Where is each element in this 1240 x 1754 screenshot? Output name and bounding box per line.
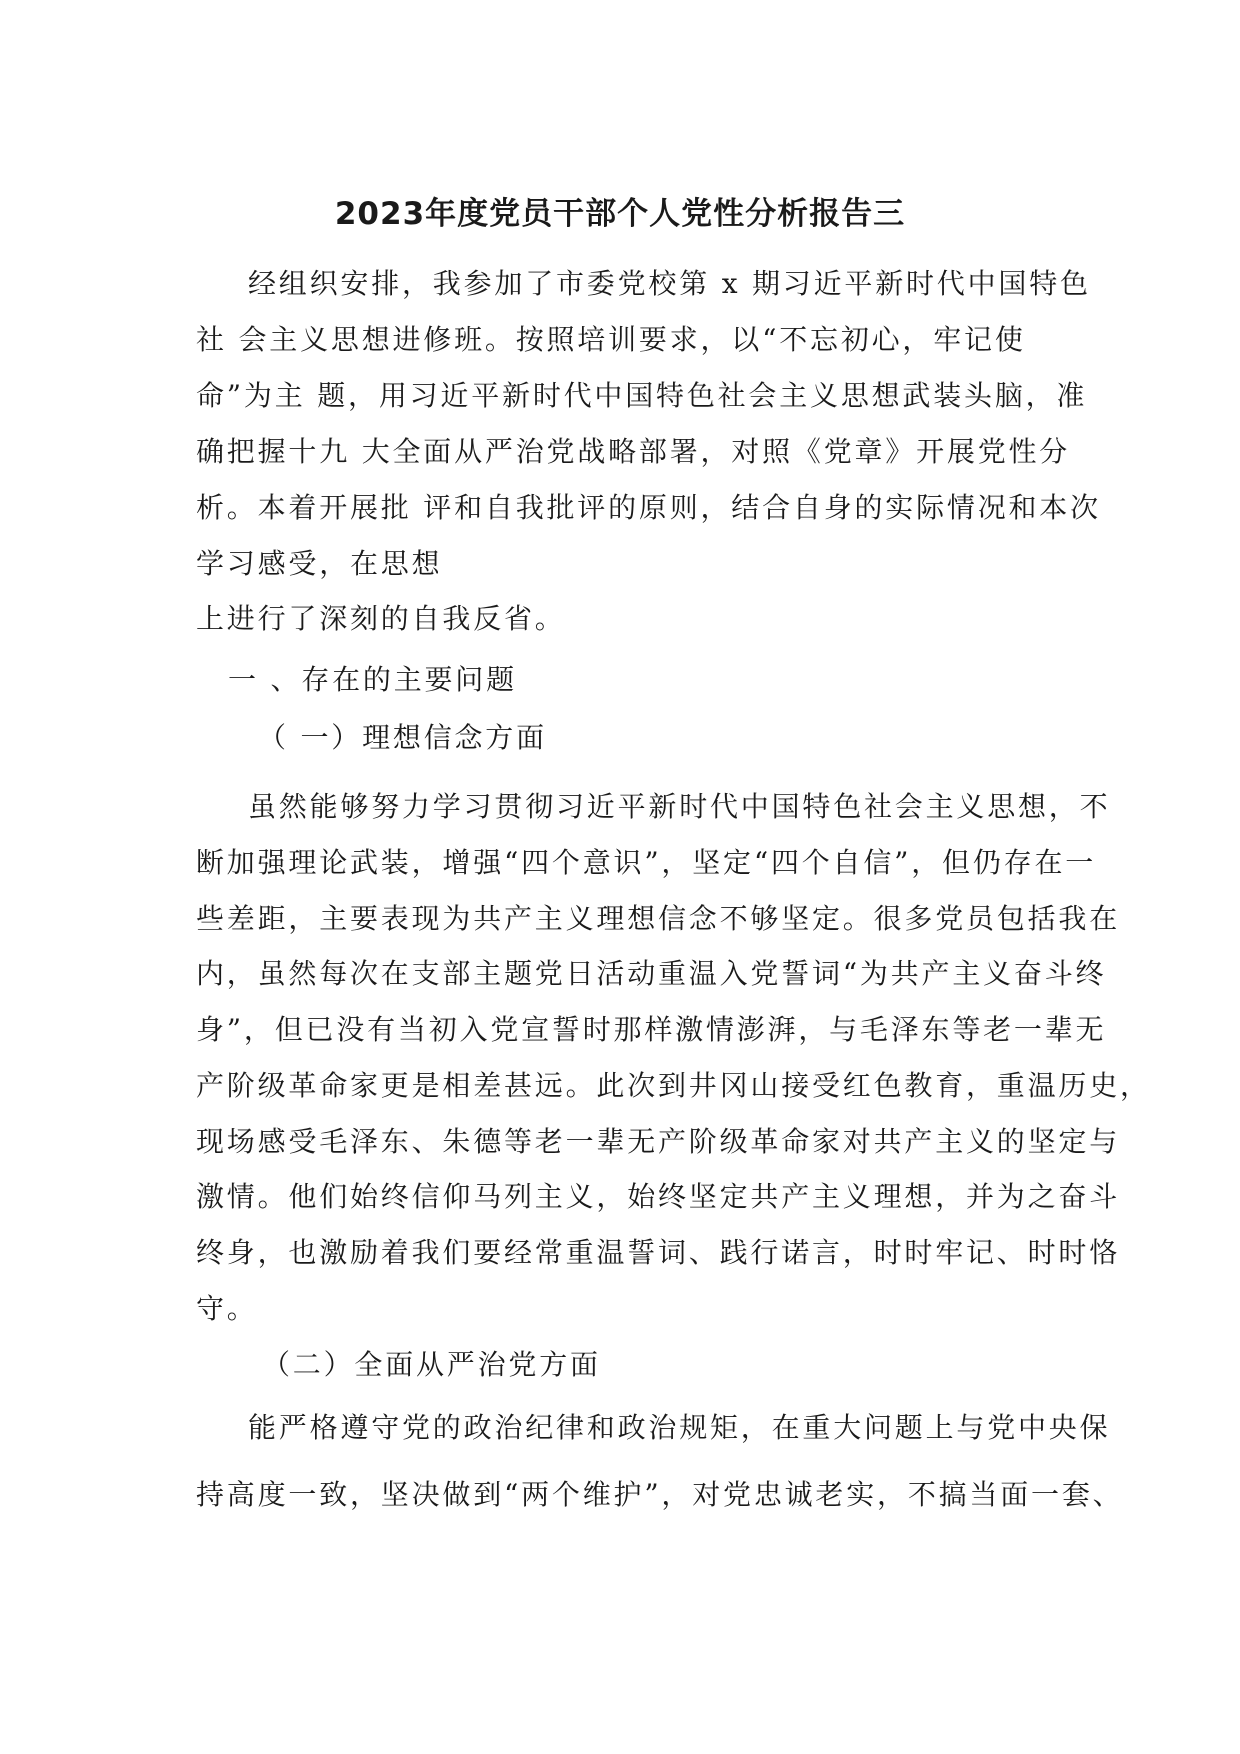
paragraph-line: 内，虽然每次在支部主题党日活动重温入党誓词“为共产主义奋斗终 bbox=[196, 957, 1107, 990]
paragraph-line: 终身，也激励着我们要经常重温誓词、践行诺言，时时牢记、时时恪 bbox=[196, 1236, 1121, 1269]
paragraph-line: 激情。他们始终信仰马列主义，始终坚定共产主义理想，并为之奋斗 bbox=[196, 1180, 1121, 1213]
paragraph-line: 析。本着开展批 评和自我批评的原则，结合自身的实际情况和本次 bbox=[196, 491, 1101, 524]
document-title: 2023年度党员干部个人党性分析报告三 bbox=[334, 196, 906, 232]
paragraph-line: 学习感受，在思想 bbox=[196, 547, 443, 580]
subsection-heading: （ 一）理想信念方面 bbox=[258, 721, 547, 754]
paragraph-line: 身”，但已没有当初入党宣誓时那样激情澎湃，与毛泽东等老一辈无 bbox=[196, 1013, 1107, 1046]
paragraph-line: 上进行了深刻的自我反省。 bbox=[196, 602, 566, 635]
paragraph-line: 些差距，主要表现为共产主义理想信念不够坚定。很多党员包括我在 bbox=[196, 902, 1121, 935]
subsection-heading: （二）全面从严治党方面 bbox=[262, 1348, 601, 1381]
paragraph-line: 断加强理论武装，增强“四个意识”，坚定“四个自信”，但仍存在一 bbox=[196, 846, 1097, 879]
paragraph-line: 产阶级革命家更是相差甚远。此次到井冈山接受红色教育，重温历史， bbox=[196, 1069, 1151, 1102]
paragraph-line: 持高度一致，坚决做到“两个维护”，对党忠诚老实，不搞当面一套、 bbox=[196, 1478, 1124, 1511]
paragraph-line: 经组织安排，我参加了市委党校第 x 期习近平新时代中国特色 bbox=[248, 267, 1091, 300]
paragraph-line: 虽然能够努力学习贯彻习近平新时代中国特色社会主义思想，不 bbox=[248, 790, 1111, 823]
paragraph-line: 现场感受毛泽东、朱德等老一辈无产阶级革命家对共产主义的坚定与 bbox=[196, 1125, 1121, 1158]
section-heading: 一 、存在的主要问题 bbox=[228, 663, 517, 696]
paragraph-line: 社 会主义思想进修班。按照培训要求，以“不忘初心，牢记使 bbox=[196, 323, 1026, 356]
paragraph-line: 命”为主 题，用习近平新时代中国特色社会主义思想武装头脑，准 bbox=[196, 379, 1088, 412]
paragraph-line: 确把握十九 大全面从严治党战略部署，对照《党章》开展党性分 bbox=[196, 435, 1071, 468]
paragraph-line: 守。 bbox=[196, 1292, 258, 1325]
paragraph-line: 能严格遵守党的政治纪律和政治规矩，在重大问题上与党中央保 bbox=[248, 1411, 1111, 1444]
